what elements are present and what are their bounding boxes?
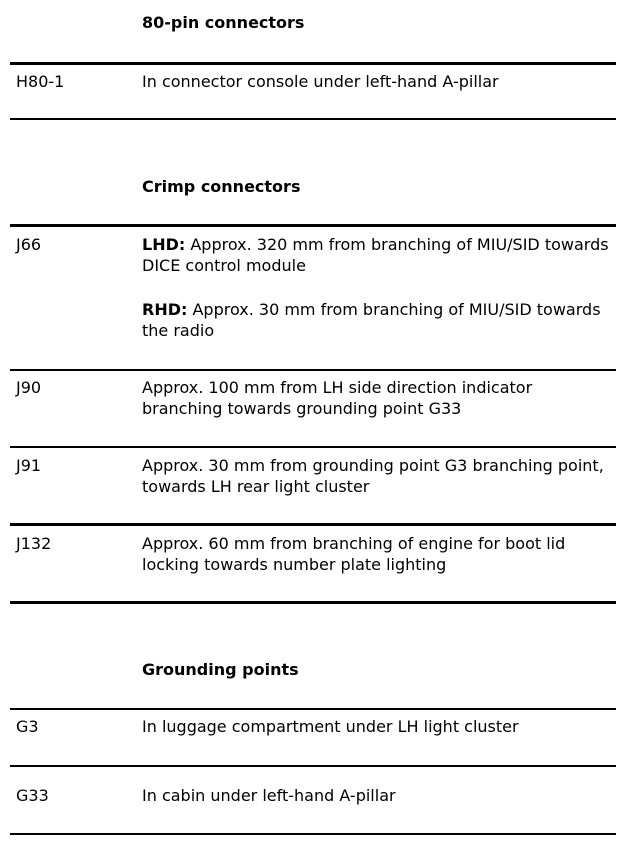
section-heading-grounding: Grounding points [142,660,299,679]
connector-location: Approx. 100 mm from LH side direction indicator branching towards grounding point G33 [142,378,533,418]
table-rule [10,118,616,120]
table-rule [10,708,616,710]
rhd-text: Approx. 30 mm from branching of MIU/SID towards the radio [142,300,601,340]
connector-code: J90 [16,378,42,397]
connector-location: Approx. 30 mm from grounding point G3 branching point, towards LH rear light cluster [142,456,604,496]
connector-code: H80-1 [16,72,65,91]
table-rule [10,523,616,526]
table-rule [10,833,616,835]
connector-code: G3 [16,717,39,736]
connector-location: In cabin under left-hand A-pillar [142,786,396,805]
table-rule [10,446,616,448]
connector-code: J91 [16,456,42,475]
connector-code: J66 [16,235,42,254]
lhd-text: Approx. 320 mm from branching of MIU/SID towards DICE control module [142,235,609,275]
table-rule [10,224,616,227]
section-heading-crimp: Crimp connectors [142,177,301,196]
rhd-paragraph [142,299,612,341]
table-rule [10,601,616,604]
section-heading-80pin: 80-pin connectors [142,13,305,32]
table-rule [10,765,616,767]
connector-code: G33 [16,786,49,805]
rhd-label: RHD: [142,300,188,319]
connector-location: In luggage compartment under LH light cluster [142,717,519,736]
lhd-paragraph [142,234,612,276]
table-rule [10,62,616,65]
lhd-label: LHD: [142,235,186,254]
connector-location [142,234,612,341]
connector-location: In connector console under left-hand A-pillar [142,72,499,91]
table-rule [10,369,616,371]
connector-code: J132 [16,534,52,553]
connector-location: Approx. 60 mm from branching of engine for boot lid locking towards number plate lighting [142,534,566,574]
